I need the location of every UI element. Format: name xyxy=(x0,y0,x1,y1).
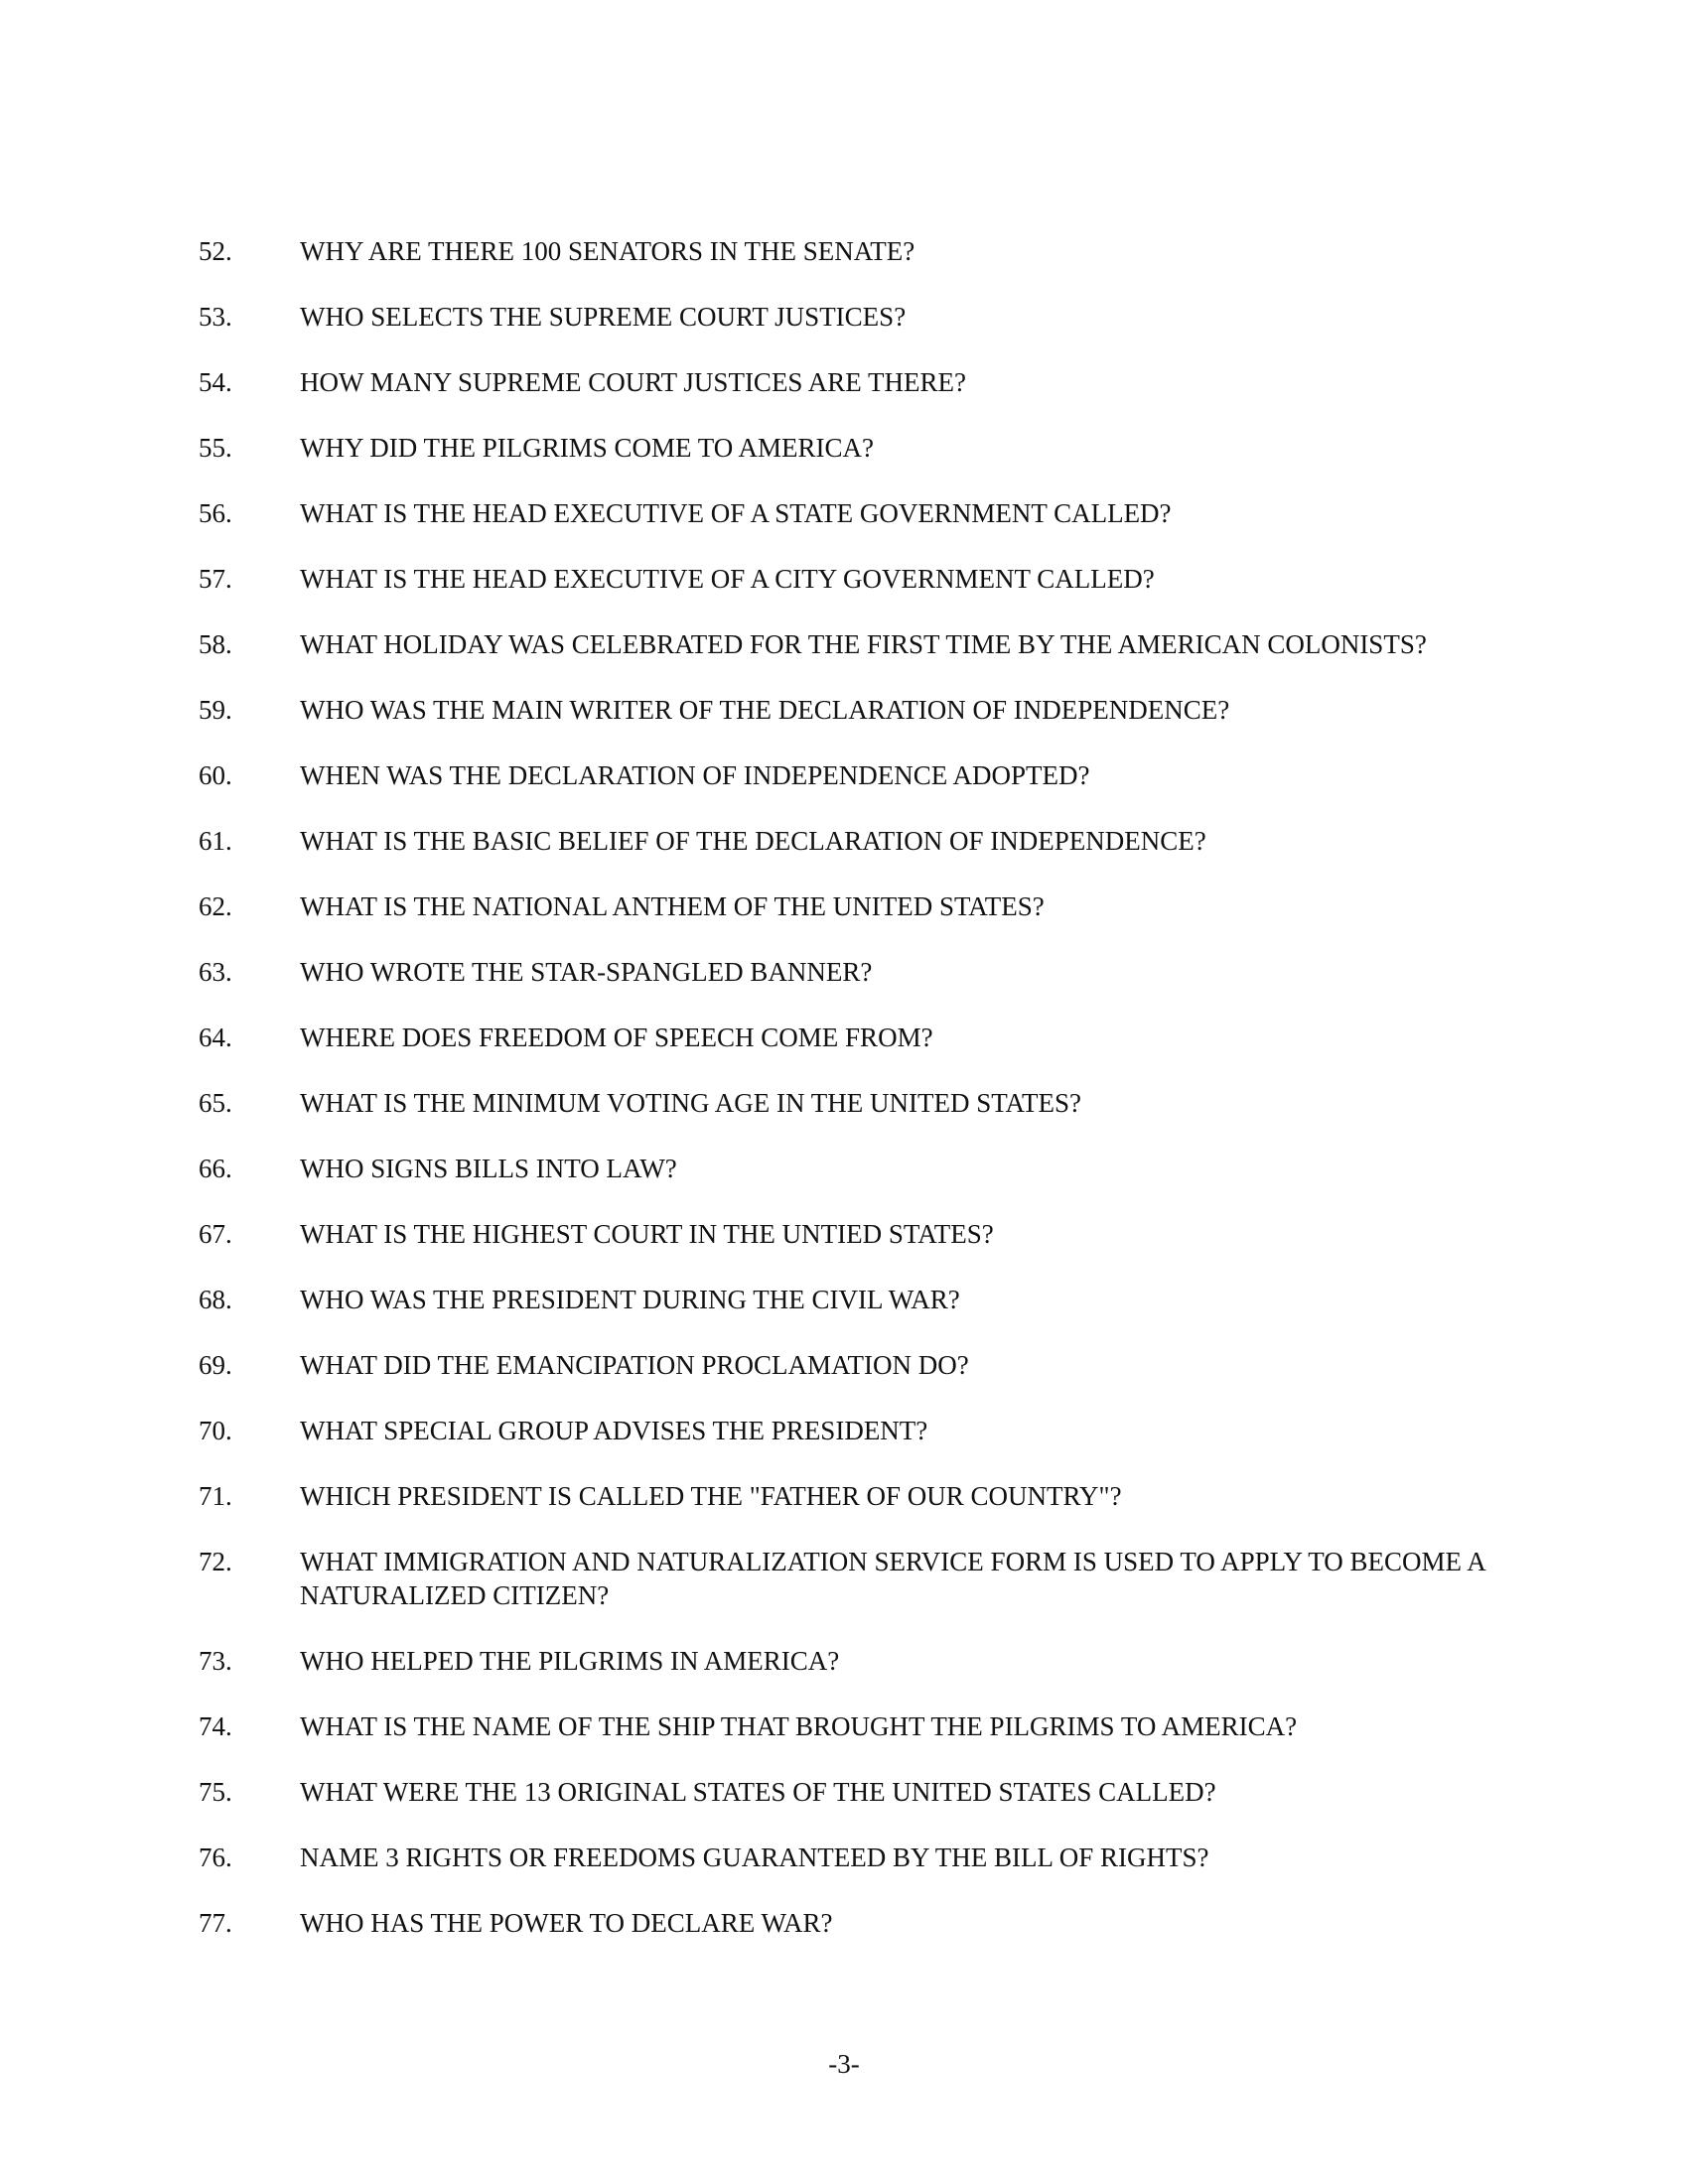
question-number: 67. xyxy=(199,1219,232,1249)
question-text: WHAT IS THE BASIC BELIEF OF THE DECLARATION OF INDEPENDENCE? xyxy=(300,826,1206,856)
question-number: 54. xyxy=(199,367,232,397)
question-number: 65. xyxy=(199,1088,232,1118)
question-item xyxy=(0,889,1688,923)
question-number: 55. xyxy=(199,433,232,463)
question-item xyxy=(0,234,1688,268)
question-number: 58. xyxy=(199,629,232,659)
question-text: WHO SIGNS BILLS INTO LAW? xyxy=(300,1154,677,1183)
question-item xyxy=(0,365,1688,399)
question-number: 74. xyxy=(199,1711,232,1741)
page-number: -3- xyxy=(828,2049,860,2079)
question-text: WHAT IS THE MINIMUM VOTING AGE IN THE UNITED STATES? xyxy=(300,1088,1082,1118)
question-text: WHO WAS THE PRESIDENT DURING THE CIVIL WAR? xyxy=(300,1285,960,1314)
question-text: WHAT SPECIAL GROUP ADVISES THE PRESIDENT? xyxy=(300,1416,928,1445)
question-number: 52. xyxy=(199,236,232,266)
question-number: 70. xyxy=(199,1416,232,1445)
question-number: 75. xyxy=(199,1777,232,1807)
question-number: 60. xyxy=(199,760,232,790)
question-text: WHAT IS THE NATIONAL ANTHEM OF THE UNITED STATES? xyxy=(300,891,1045,921)
question-item xyxy=(0,627,1688,661)
question-number: 76. xyxy=(199,1843,232,1872)
question-number: 69. xyxy=(199,1350,232,1380)
question-item xyxy=(0,1021,1688,1054)
question-text: WHO SELECTS THE SUPREME COURT JUSTICES? xyxy=(300,302,907,332)
question-number: 72. xyxy=(199,1547,232,1576)
question-item xyxy=(0,955,1688,989)
question-item xyxy=(0,1479,1688,1513)
question-item xyxy=(0,1086,1688,1120)
question-text: HOW MANY SUPREME COURT JUSTICES ARE THERE? xyxy=(300,367,966,397)
question-list xyxy=(0,234,1688,1972)
question-text: WHAT IMMIGRATION AND NATURALIZATION SERVICE FORM IS USED TO APPLY TO BECOME A NATURALIZED CITIZEN? xyxy=(300,1547,1485,1610)
question-item xyxy=(0,1217,1688,1251)
question-number: 73. xyxy=(199,1646,232,1676)
question-text: WHO HELPED THE PILGRIMS IN AMERICA? xyxy=(300,1646,840,1676)
question-number: 68. xyxy=(199,1285,232,1314)
question-item xyxy=(0,1414,1688,1447)
question-text: WHAT IS THE HEAD EXECUTIVE OF A CITY GOVERNMENT CALLED? xyxy=(300,564,1155,594)
question-item xyxy=(0,562,1688,596)
question-number: 71. xyxy=(199,1481,232,1511)
question-text: WHO HAS THE POWER TO DECLARE WAR? xyxy=(300,1908,833,1938)
question-text: WHICH PRESIDENT IS CALLED THE "FATHER OF OUR COUNTRY"? xyxy=(300,1481,1122,1511)
question-number: 77. xyxy=(199,1908,232,1938)
question-text: WHAT HOLIDAY WAS CELEBRATED FOR THE FIRST TIME BY THE AMERICAN COLONISTS? xyxy=(300,629,1427,659)
question-text: WHERE DOES FREEDOM OF SPEECH COME FROM? xyxy=(300,1023,933,1052)
question-number: 59. xyxy=(199,695,232,725)
question-item xyxy=(0,693,1688,727)
question-text: WHO WAS THE MAIN WRITER OF THE DECLARATION OF INDEPENDENCE? xyxy=(300,695,1230,725)
question-number: 66. xyxy=(199,1154,232,1183)
question-item xyxy=(0,1348,1688,1382)
question-number: 53. xyxy=(199,302,232,332)
question-item xyxy=(0,431,1688,465)
question-number: 62. xyxy=(199,891,232,921)
question-item xyxy=(0,1709,1688,1743)
question-number: 63. xyxy=(199,957,232,987)
question-item xyxy=(0,1545,1688,1612)
question-text: WHAT IS THE NAME OF THE SHIP THAT BROUGHT THE PILGRIMS TO AMERICA? xyxy=(300,1711,1298,1741)
question-text: WHAT DID THE EMANCIPATION PROCLAMATION DO? xyxy=(300,1350,969,1380)
question-item xyxy=(0,1775,1688,1809)
question-text: WHAT IS THE HEAD EXECUTIVE OF A STATE GOVERNMENT CALLED? xyxy=(300,498,1172,528)
question-item xyxy=(0,1906,1688,1940)
question-item xyxy=(0,1283,1688,1316)
question-item xyxy=(0,496,1688,530)
question-text: WHEN WAS THE DECLARATION OF INDEPENDENCE ADOPTED? xyxy=(300,760,1090,790)
question-text: WHAT IS THE HIGHEST COURT IN THE UNTIED STATES? xyxy=(300,1219,994,1249)
question-number: 64. xyxy=(199,1023,232,1052)
question-number: 61. xyxy=(199,826,232,856)
question-item xyxy=(0,300,1688,334)
question-item xyxy=(0,758,1688,792)
question-text: WHY ARE THERE 100 SENATORS IN THE SENATE? xyxy=(300,236,915,266)
question-text: NAME 3 RIGHTS OR FREEDOMS GUARANTEED BY THE BILL OF RIGHTS? xyxy=(300,1843,1209,1872)
question-text: WHY DID THE PILGRIMS COME TO AMERICA? xyxy=(300,433,875,463)
question-item xyxy=(0,1152,1688,1185)
question-item xyxy=(0,1841,1688,1874)
question-text: WHO WROTE THE STAR-SPANGLED BANNER? xyxy=(300,957,873,987)
question-number: 57. xyxy=(199,564,232,594)
question-item xyxy=(0,1644,1688,1678)
question-number: 56. xyxy=(199,498,232,528)
question-item xyxy=(0,824,1688,858)
question-text: WHAT WERE THE 13 ORIGINAL STATES OF THE UNITED STATES CALLED? xyxy=(300,1777,1216,1807)
